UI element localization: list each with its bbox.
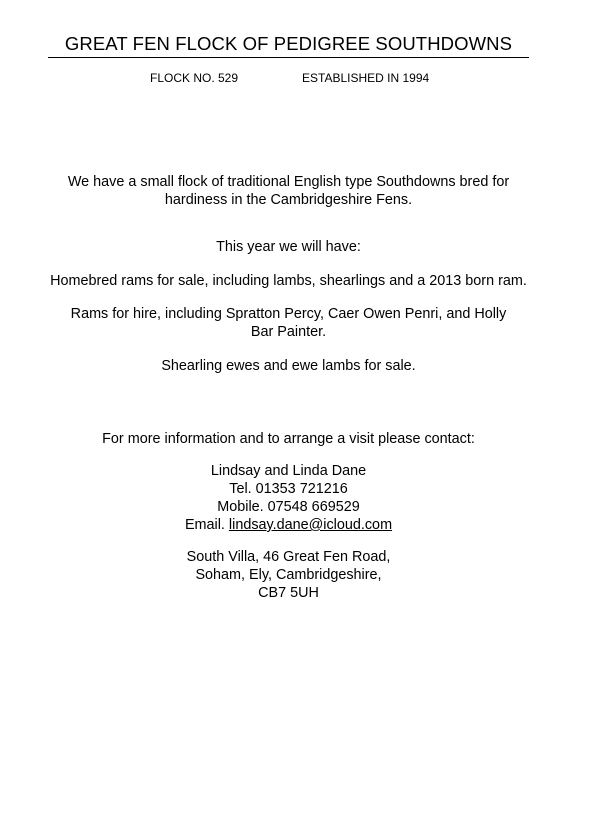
rams-for-hire-paragraph bbox=[30, 305, 547, 341]
mobile-number: Mobile. 07548 669529 bbox=[217, 499, 360, 515]
flock-number: FLOCK NO. 529 bbox=[150, 71, 239, 85]
this-year-heading: This year we will have: bbox=[216, 239, 361, 255]
contact-names: Lindsay and Linda Dane bbox=[210, 463, 367, 479]
homebred-rams-text: Homebred rams for sale, including lambs, shearlings and a 2013 born ram. bbox=[50, 273, 527, 289]
rams-for-hire-line: Bar Painter. bbox=[250, 324, 327, 340]
title-underline bbox=[48, 57, 529, 58]
email-label: Email. bbox=[184, 517, 229, 533]
intro-line: We have a small flock of traditional English type Southdowns bred for bbox=[67, 174, 510, 190]
address-line: Soham, Ely, Cambridgeshire, bbox=[195, 567, 382, 583]
rams-for-hire-line: Rams for hire, including Spratton Percy, Caer Owen Penri, and Holly bbox=[70, 306, 507, 322]
address-line: CB7 5UH bbox=[258, 585, 319, 601]
ewes-for-sale-text: Shearling ewes and ewe lambs for sale. bbox=[161, 358, 416, 374]
email-link[interactable]: lindsay.dane@icloud.com bbox=[228, 517, 393, 533]
intro-line: hardiness in the Cambridgeshire Fens. bbox=[164, 192, 413, 208]
established-year: ESTABLISHED IN 1994 bbox=[302, 71, 430, 85]
email-line bbox=[30, 516, 547, 534]
postal-address bbox=[30, 548, 547, 602]
address-line: South Villa, 46 Great Fen Road, bbox=[186, 549, 391, 565]
page-title: GREAT FEN FLOCK OF PEDIGREE SOUTHDOWNS bbox=[64, 33, 513, 54]
telephone-number: Tel. 01353 721216 bbox=[229, 481, 348, 497]
contact-details bbox=[30, 462, 547, 534]
intro-paragraph bbox=[30, 173, 547, 209]
contact-intro-text: For more information and to arrange a visit please contact: bbox=[102, 431, 475, 447]
